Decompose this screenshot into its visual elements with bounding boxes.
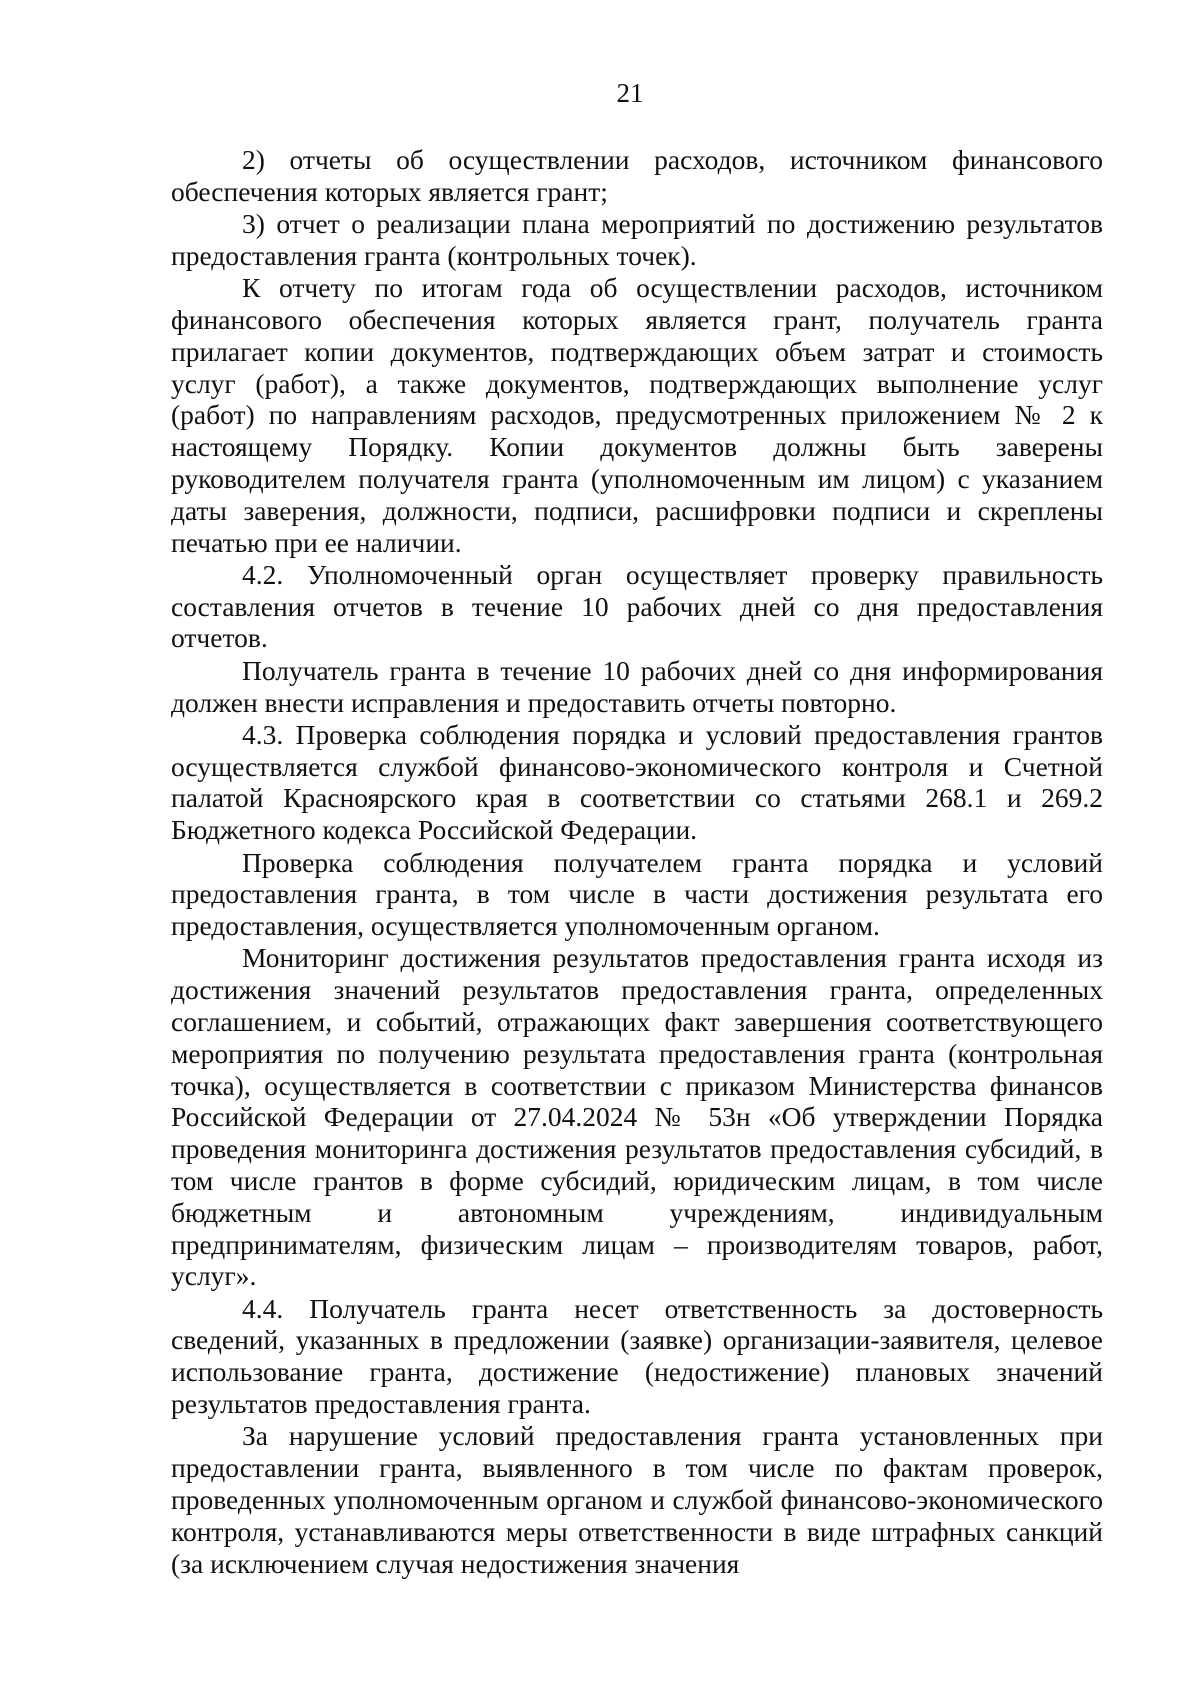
paragraph-annual-report-documents: К отчету по итогам года об осуществлении расходов, источником финансового обеспечения которых является грант, получатель гранта прилагает копии документов, подтверждающих объем затрат и стоимость услуг (работ), а также документов, подтверждающих выполнение услуг (работ) по направлениям расходов, предусмотренных приложением № 2 к настоящему Порядку. Копии документов должны быть заверены руководителем получателя гранта (уполномоченным им лицом) с указанием даты заверения, должности, подписи, расшифровки подписи и скреплены печатью при ее наличии.: [171, 272, 1103, 558]
paragraph-4-2-verification: 4.2. Уполномоченный орган осуществляет проверку правильность составления отчетов в течение 10 рабочих дней со дня предоставления отчетов.: [171, 558, 1103, 654]
document-body: [171, 144, 1103, 1580]
paragraph-reports-expenses: 2) отчеты об осуществлении расходов, источником финансового обеспечения которых является грант;: [171, 144, 1103, 207]
paragraph-monitoring: Мониторинг достижения результатов предоставления гранта исходя из достижения значений результатов предоставления гранта, определенных соглашением, и событий, отражающих факт завершения соответствующего мероприятия по получению результата предоставления гранта (контрольная точка), осуществляется в соответствии с приказом Министерства финансов Российской Федерации от 27.04.2024 № 53н «Об утверждении Порядка проведения мониторинга достижения результатов предоставления субсидий, в том числе грантов в форме субсидий, юридическим лицам, в том числе бюджетным и автономным учреждениям, индивидуальным предпринимателям, физическим лицам – производителям товаров, работ, услуг».: [171, 942, 1103, 1292]
paragraph-corrections: Получатель гранта в течение 10 рабочих дней со дня информирования должен внести исправления и предоставить отчеты повторно.: [171, 654, 1103, 718]
paragraph-4-3-compliance-check: 4.3. Проверка соблюдения порядка и условий предоставления грантов осуществляется службой финансово-экономического контроля и Счетной палатой Красноярского края в соответствии со статьями 268.1 и 269.2 Бюджетного кодекса Российской Федерации.: [171, 718, 1103, 846]
paragraph-report-plan: 3) отчет о реализации плана мероприятий по достижению результатов предоставления гранта (контрольных точек).: [171, 208, 1103, 271]
paragraph-penalties: За нарушение условий предоставления гранта установленных при предоставлении гранта, выявленного в том числе по фактам проверок, проведенных уполномоченным органом и службой финансово-экономического контроля, устанавливаются меры ответственности в виде штрафных санкций (за исключением случая недостижения значения: [171, 1420, 1103, 1579]
paragraph-4-4-responsibility: 4.4. Получатель гранта несет ответственность за достоверность сведений, указанных в предложении (заявке) организации-заявителя, целевое использование гранта, достижение (недостижение) плановых значений результатов предоставления гранта.: [171, 1292, 1103, 1420]
page-number: 21: [616, 78, 644, 108]
paragraph-recipient-check: Проверка соблюдения получателем гранта порядка и условий предоставления гранта, в том числе в части достижения результата его предоставления, осуществляется уполномоченным органом.: [171, 846, 1103, 942]
